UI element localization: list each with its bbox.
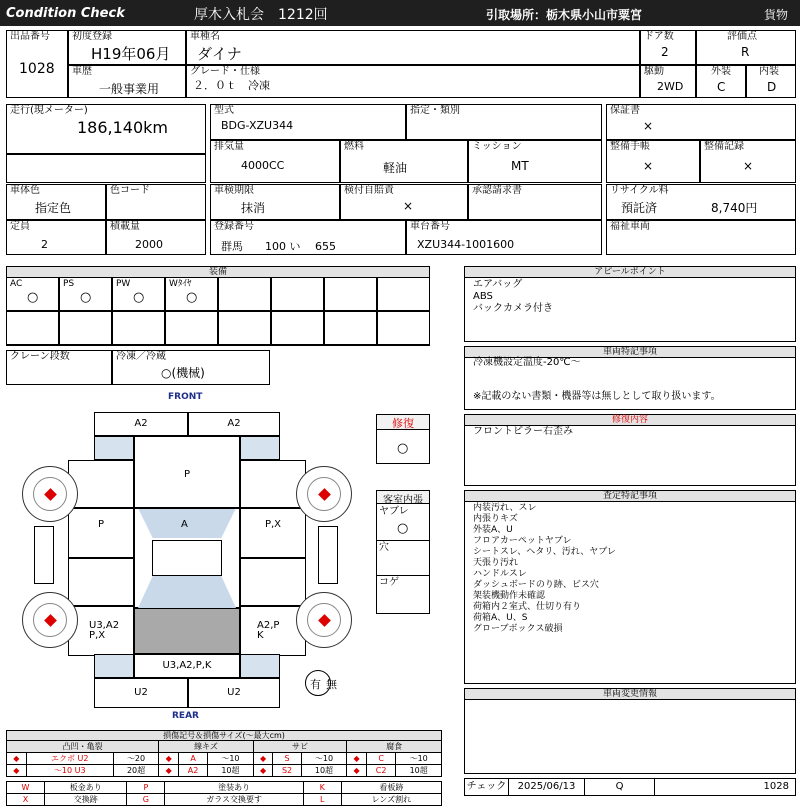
model-name-value: ダイナ [197, 45, 242, 63]
right-mirror [318, 526, 338, 584]
lot-number-value: 1028 [19, 61, 55, 77]
equipment-slot [377, 311, 430, 345]
front-label: FRONT [168, 392, 203, 402]
pickup-location: 引取場所：栃木県小山市粟宮 [486, 8, 643, 22]
recycle-label: リサイクル料 [610, 185, 669, 196]
mileage-blank-cell [6, 154, 206, 183]
cabin-box [376, 490, 430, 614]
roof-panel [152, 540, 222, 576]
left-rear-quarter [68, 558, 134, 606]
vehicle-notes-title: 車両特記事項 [465, 347, 795, 358]
load-label: 積載量 [110, 221, 140, 232]
front-right-corner [240, 436, 280, 460]
vehicle-notes-section [464, 346, 796, 410]
inspection-cell [210, 184, 340, 220]
equipment-slot [6, 277, 59, 311]
assessment-list [473, 503, 616, 635]
capacity-value: 2 [41, 238, 48, 251]
vehicle-category: 貨物 [764, 8, 789, 22]
equipment-slot [377, 277, 430, 311]
freezer-cell [112, 350, 270, 385]
insurance-label: 検付自賠責 [344, 185, 394, 196]
mileage-label: 走行(現メーター) [10, 105, 88, 116]
reg-no-label: 登録番号 [214, 221, 254, 232]
recycle-cell [606, 184, 796, 220]
warranty-label: 保証書 [610, 105, 640, 116]
rear-right-panel: A2,P K [240, 606, 306, 656]
fuel-value: 軽油 [383, 161, 408, 175]
insurance-value: × [403, 199, 414, 213]
history-value: 一般事業用 [99, 82, 160, 96]
mission-cell [468, 140, 602, 183]
equipment-slot [59, 311, 112, 345]
displacement-cell [210, 140, 340, 183]
warranty-value: × [643, 119, 654, 133]
service-record-cell [700, 140, 796, 183]
exterior-label: 外装 [711, 66, 731, 77]
fuel-label: 燃料 [344, 141, 364, 152]
repair-detail-list [473, 426, 573, 438]
rear-left-wheel-icon [22, 592, 78, 648]
interior-value: D [767, 80, 777, 94]
cabin-hole-label: 穴 [379, 542, 389, 553]
equipment-item-value: ○ [27, 290, 39, 305]
text-line: 冷凍機設定温度-20℃～ [473, 357, 581, 368]
legend-title: 損傷記号＆損傷サイズ(～最大cm) [6, 730, 442, 740]
equipment-slot [218, 277, 271, 311]
color-code-cell [106, 184, 206, 220]
service-book-cell [606, 140, 700, 183]
left-mirror [34, 526, 54, 584]
equipment-title: 装備 [7, 267, 429, 278]
equipment-slot [165, 311, 218, 345]
mission-label: ミッション [472, 141, 522, 152]
displacement-label: 排気量 [214, 141, 244, 152]
warranty-cell [606, 104, 796, 140]
cabin-divider-2 [377, 575, 429, 576]
right-door-panel: P,X [240, 508, 306, 558]
rating-cell [696, 30, 796, 65]
cabin-title: 客室内張 [377, 491, 429, 504]
color-code-label: 色コード [110, 185, 150, 196]
repair-value: ○ [397, 441, 409, 456]
text-line [473, 369, 721, 380]
equipment-item-label: PW [116, 279, 131, 289]
trunk-panel [134, 608, 240, 654]
text-line: 内張りキズ [473, 514, 518, 524]
text-line: ハンドルスレ [473, 569, 527, 579]
approval-label: 承認請求書 [472, 185, 522, 196]
interior-label: 内装 [759, 66, 779, 77]
text-line: ダッシュボードのり跡、ビス穴 [473, 580, 599, 590]
designation-label: 指定・類別 [410, 105, 460, 116]
exterior-cell [696, 65, 746, 98]
first-registration-cell [68, 30, 186, 65]
equipment-slot [112, 277, 165, 311]
spare-no: 無 [326, 678, 337, 691]
grade-value: ２．０ｔ 冷凍 [193, 79, 270, 92]
rear-left-panel: U3,A2 P,X [68, 606, 134, 656]
legend-table: 凸凹・亀裂 線キズ サビ 腐食 ◆ エクボ U2 ～20 ◆ A ～10 ◆ S ～10 ◆ C ～10 ◆ ～10 U3 20超 ◆ A2 10超 ◆ S2 10超 ◆ C2 10超 [6, 740, 442, 777]
change-info-section [464, 688, 796, 774]
rating-label: 評価点 [727, 31, 757, 42]
text-line: 荷箱内２室式、仕切り有り [473, 602, 582, 612]
equipment-slot [6, 311, 59, 345]
service-record-label: 整備記録 [704, 141, 744, 152]
service-book-value: × [643, 159, 654, 173]
drive-cell [640, 65, 696, 98]
front-left-corner [94, 436, 134, 460]
text-line: フロントピラー右歪み [473, 426, 573, 437]
mileage-cell [6, 104, 206, 154]
welfare-cell [606, 220, 796, 255]
recycle-fee: 8,740円 [711, 201, 758, 215]
equipment-slot [271, 311, 324, 345]
brand-title: Condition Check [6, 6, 125, 21]
assessment-section [464, 490, 796, 684]
chassis-label: 車台番号 [410, 221, 450, 232]
text-line: 架装機動作未確認 [473, 591, 546, 601]
history-label: 車歴 [72, 66, 92, 77]
text-line [473, 380, 721, 391]
crane-cell [6, 350, 112, 385]
legend-marks-table: W 板金あり P 塗装あり K 看板跡 X 交換跡 G ガラス交換要す L レンズ割れ [6, 781, 442, 806]
check-footer [464, 778, 796, 796]
cabin-divider-1 [377, 540, 429, 541]
text-line: 内装汚れ、スレ [473, 503, 537, 513]
equipment-item-label: PS [63, 279, 75, 289]
doors-label: ドア数 [644, 31, 674, 42]
assessment-title: 査定特記事項 [465, 491, 795, 502]
equipment-item-value: ○ [186, 290, 198, 305]
fuel-cell [340, 140, 468, 183]
reg-no-cell [210, 220, 406, 255]
equipment-item-value: ○ [133, 290, 145, 305]
front-right-wheel-icon [296, 466, 352, 522]
check-label: チェック [465, 779, 509, 795]
equipment-slot [165, 277, 218, 311]
left-door-panel: P [68, 508, 134, 558]
drive-value: 2WD [657, 80, 684, 93]
equipment-slot [59, 277, 112, 311]
mission-value: MT [511, 159, 529, 173]
check-checker: Q [585, 779, 655, 795]
model-name-cell [186, 30, 640, 65]
rear-panel: U3,A2,P,K [134, 654, 240, 678]
capacity-label: 定員 [10, 221, 30, 232]
type-label: 型式 [214, 105, 234, 116]
text-line: ABS [473, 291, 493, 302]
first-registration-value: H19年06月 [91, 45, 171, 63]
header-bar [0, 0, 800, 26]
lot-number-cell [6, 30, 68, 98]
cabin-tear-label: ヤブレ [379, 506, 409, 517]
windshield-label: A [181, 519, 188, 530]
text-line: 天張り汚れ [473, 558, 519, 568]
equipment-slot [324, 277, 377, 311]
cabin-burn-label: コゲ [379, 577, 399, 588]
appeal-section [464, 266, 796, 342]
doors-cell [640, 30, 696, 65]
lot-number-label: 出品番号 [10, 31, 50, 42]
inspection-label: 車検期限 [214, 185, 254, 196]
rear-label: REAR [172, 711, 199, 721]
text-line: 荷箱A、U、S [473, 613, 528, 623]
spare-yes: 有 [310, 678, 321, 691]
rear-bumper-left: U2 [94, 678, 188, 708]
rear-bumper-right: U2 [188, 678, 280, 708]
equipment-item-label: AC [10, 279, 23, 289]
service-record-value: × [743, 159, 754, 173]
repair-title: 修復 [377, 415, 429, 430]
text-line: フロアカーペットヤブレ [473, 536, 572, 546]
equipment-slot [271, 277, 324, 311]
approval-cell [468, 184, 602, 220]
damage-legend [6, 730, 442, 806]
auction-title: 厚木入札会 1212回 [194, 7, 328, 23]
model-name-label: 車種名 [190, 31, 220, 42]
repair-detail-title: 修復内容 [465, 415, 795, 426]
grade-label: グレード・仕様 [190, 66, 260, 77]
change-info-title: 車両変更情報 [465, 689, 795, 700]
hood-panel: P [134, 436, 240, 508]
type-value: BDG-XZU344 [221, 119, 294, 132]
check-lot: 1028 [763, 781, 789, 792]
freezer-label: 冷凍／冷蔵 [116, 351, 166, 362]
first-registration-label: 初度登録 [72, 31, 112, 42]
rear-right-wheel-icon [296, 592, 352, 648]
mileage-value: 186,140km [77, 118, 169, 137]
vehicle-notes-list [473, 357, 721, 403]
rear-left-corner [94, 654, 134, 678]
recycle-status: 預託済 [621, 201, 658, 215]
left-front-fender [68, 460, 134, 508]
interior-cell [746, 65, 796, 98]
appeal-list [473, 279, 553, 315]
equipment-slot [324, 311, 377, 345]
rear-window-shape [138, 576, 236, 608]
equipment-item-label: Wﾀｲﾔ [169, 279, 192, 289]
load-value: 2000 [135, 238, 163, 251]
right-rear-quarter [240, 558, 306, 606]
body-color-value: 指定色 [35, 201, 72, 215]
text-line: シートスレ、ヘタリ、汚れ、ヤブレ [473, 547, 616, 557]
equipment-item-value: ○ [80, 290, 92, 305]
type-cell [210, 104, 406, 140]
crane-label: クレーン段数 [10, 351, 70, 362]
repair-box [376, 414, 430, 464]
reg-no-value: 群馬 100 い 655 [221, 240, 336, 253]
rating-value: R [741, 45, 750, 59]
chassis-value: XZU344-1001600 [417, 238, 515, 251]
welfare-label: 福祉車両 [610, 221, 650, 232]
service-book-label: 整備手帳 [610, 141, 650, 152]
exterior-value: C [717, 80, 726, 94]
rear-right-corner [240, 654, 280, 678]
body-color-label: 車体色 [10, 185, 40, 196]
cabin-tear-value: ○ [397, 521, 409, 536]
text-line: エアバッグ [473, 279, 523, 290]
history-cell [68, 65, 186, 98]
text-line: ※記載のない書類・機器等は無しとして取り扱います。 [473, 391, 721, 402]
capacity-cell [6, 220, 106, 255]
drive-label: 駆動 [644, 66, 664, 77]
freezer-value: ○(機械) [161, 366, 205, 380]
displacement-value: 4000CC [241, 159, 285, 172]
grade-cell [186, 65, 640, 98]
designation-cell [406, 104, 602, 140]
front-left-wheel-icon [22, 466, 78, 522]
check-date: 2025/06/13 [509, 779, 585, 795]
text-line: 外装A、U [473, 525, 513, 535]
equipment-slot [112, 311, 165, 345]
doors-value: 2 [661, 45, 669, 59]
chassis-cell [406, 220, 602, 255]
front-bumper-right: A2 [188, 412, 280, 436]
appeal-title: アピールポイント [465, 267, 795, 278]
front-bumper-left: A2 [94, 412, 188, 436]
repair-detail-section [464, 414, 796, 486]
equipment-slot [218, 311, 271, 345]
body-color-cell [6, 184, 106, 220]
text-line: バックカメラ付き [473, 303, 553, 314]
inspection-value: 抹消 [241, 201, 266, 215]
text-line: グローブボックス破損 [473, 624, 563, 634]
insurance-cell [340, 184, 468, 220]
load-cell [106, 220, 206, 255]
